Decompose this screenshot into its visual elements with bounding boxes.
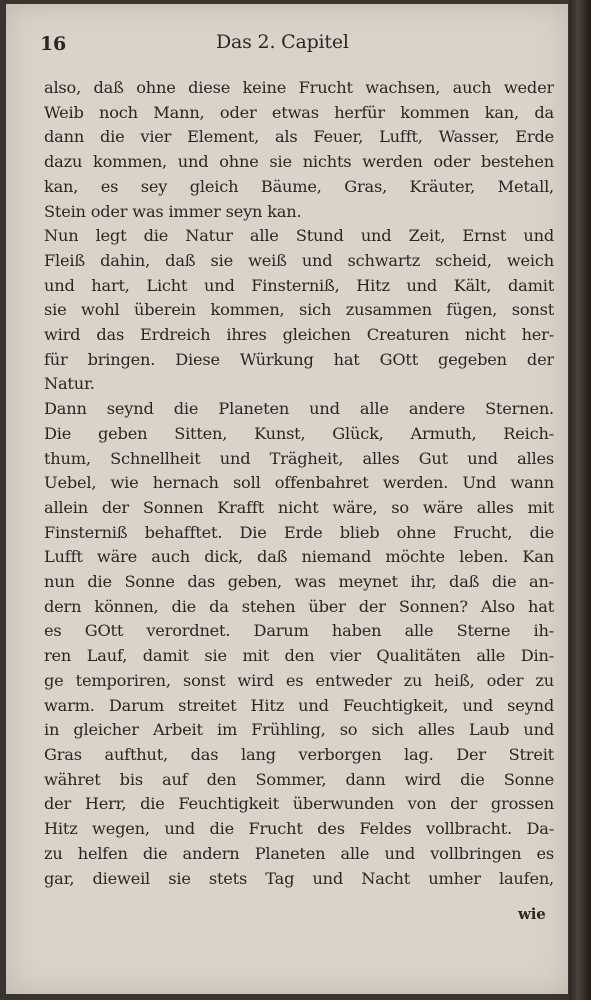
text-line: wird das Erdreich ihres gleichen Creaturen nicht her- xyxy=(44,325,554,345)
text-line: Hitz wegen, und die Frucht des Feldes vollbracht. Da- xyxy=(44,819,554,839)
text-line: Stein oder was immer seyn kan. xyxy=(44,201,302,221)
text-line: und hart, Licht und Finsterniß, Hitz und Kält, damit xyxy=(44,275,554,295)
text-line: Nun legt die Natur alle Stund und Zeit, Ernst und xyxy=(44,226,554,246)
text-line: für bringen. Diese Würkung hat GOtt gegeben der xyxy=(44,349,554,369)
page-number: 16 xyxy=(40,33,67,55)
text-line: dann die vier Element, als Feuer, Lufft, Wasser, Erde xyxy=(44,127,554,147)
text-line: dazu kommen, und ohne sie nichts werden oder bestehen xyxy=(44,152,554,172)
text-line: zu helfen die andern Planeten alle und vollbringen es xyxy=(44,843,554,863)
text-line: ge temporiren, sonst wird es entweder zu heiß, oder zu xyxy=(44,670,554,690)
text-line: thum, Schnellheit und Trägheit, alles Gut und alles xyxy=(44,448,554,468)
body-text xyxy=(44,76,554,891)
text-line: Uebel, wie hernach soll offenbahret werden. Und wann xyxy=(44,473,554,493)
catchword: wie xyxy=(518,905,546,923)
book-page xyxy=(6,4,568,994)
text-line: kan, es sey gleich Bäume, Gras, Kräuter, Metall, xyxy=(44,176,554,196)
text-line: Gras aufthut, das lang verborgen lag. Der Streit xyxy=(44,744,554,764)
text-line: in gleicher Arbeit im Frühling, so sich alles Laub und xyxy=(44,720,554,740)
text-line: Fleiß dahin, daß sie weiß und schwartz scheid, weich xyxy=(44,250,554,270)
text-line: Dann seynd die Planeten und alle andere Sternen. xyxy=(44,399,554,419)
text-line: nun die Sonne das geben, was meynet ihr, daß die an- xyxy=(44,572,554,592)
text-line: also, daß ohne diese keine Frucht wachsen, auch weder xyxy=(44,78,554,97)
text-line: Natur. xyxy=(44,374,95,394)
text-line: es GOtt verordnet. Darum haben alle Sterne ih- xyxy=(44,621,554,641)
text-line: warm. Darum streitet Hitz und Feuchtigkeit, und seynd xyxy=(44,695,554,715)
text-line: währet bis auf den Sommer, dann wird die Sonne xyxy=(44,769,554,789)
running-head: Das 2. Capitel xyxy=(216,31,349,53)
text-line: dern können, die da stehen über der Sonnen? Also hat xyxy=(44,596,554,616)
text-line: Weib noch Mann, oder etwas herfür kommen kan, da xyxy=(44,102,554,122)
text-line: Finsterniß behafftet. Die Erde blieb ohne Frucht, die xyxy=(44,522,554,542)
text-line: ren Lauf, damit sie mit den vier Qualitäten alle Din- xyxy=(44,646,554,666)
text-line: Die geben Sitten, Kunst, Glück, Armuth, Reich- xyxy=(44,423,554,443)
text-line: Lufft wäre auch dick, daß niemand möchte leben. Kan xyxy=(44,547,554,567)
text-line: der Herr, die Feuchtigkeit überwunden von der grossen xyxy=(44,794,554,814)
text-line: gar, dieweil sie stets Tag und Nacht umher laufen, xyxy=(44,868,554,888)
book-binding xyxy=(569,0,591,1000)
text-line: allein der Sonnen Krafft nicht wäre, so wäre alles mit xyxy=(44,497,554,517)
text-line: sie wohl überein kommen, sich zusammen fügen, sonst xyxy=(44,300,554,320)
